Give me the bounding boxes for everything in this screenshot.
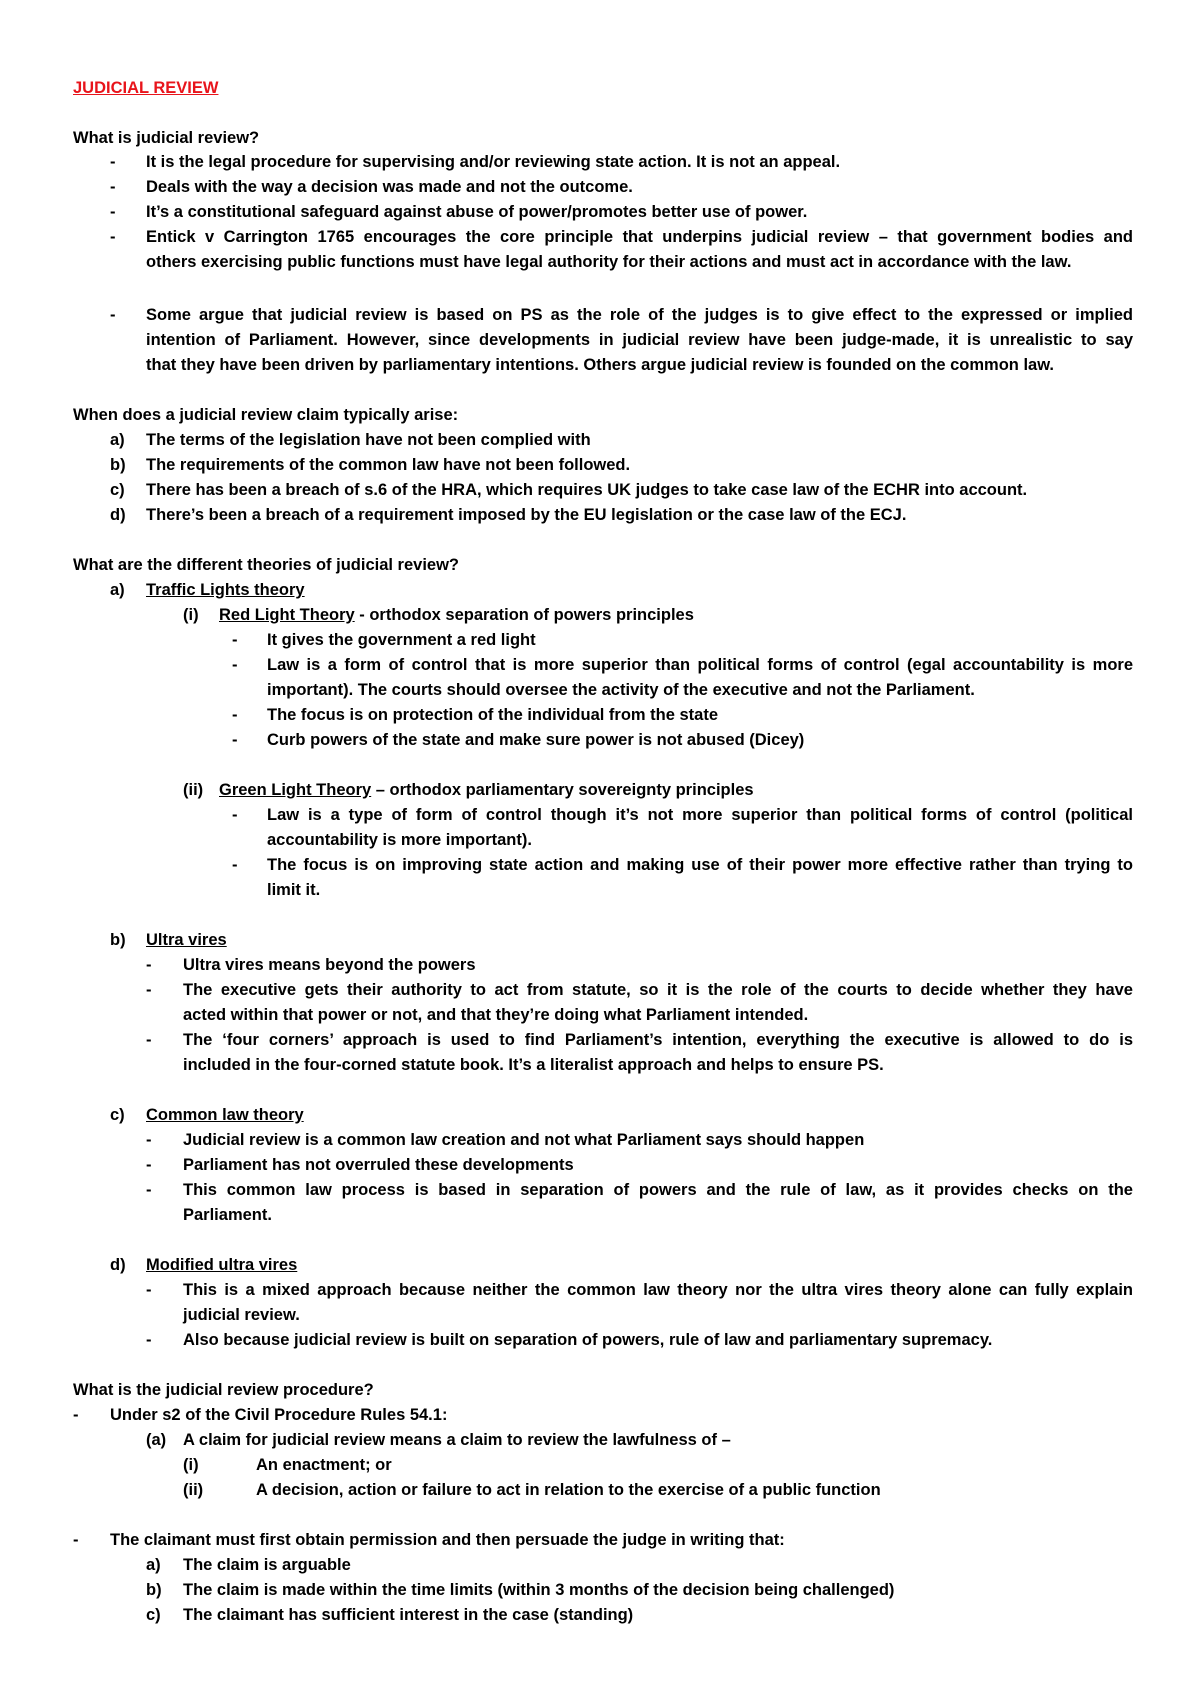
list-item: There’s been a breach of a requirement imposed by the EU legislation or the case law of the ECJ. (146, 506, 907, 524)
list-item: There has been a breach of s.6 of the HRA, which requires UK judges to take case law of the ECHR into account. (146, 481, 1028, 499)
list-marker: (ii) (183, 781, 204, 799)
list-item: The claim is made within the time limits (within 3 months of the decision being challenged) (183, 1581, 895, 1599)
section-heading: What is the judicial review procedure? (73, 1381, 374, 1399)
list-item-line: The focus is on improving state action and making use of their power more effective rather than trying to (267, 856, 1133, 874)
list-marker: c) (146, 1606, 161, 1624)
list-item-line: Parliament. (183, 1206, 272, 1224)
bullet-dash: - (232, 856, 238, 874)
bullet-dash: - (110, 178, 116, 196)
list-item: The requirements of the common law have not been followed. (146, 456, 631, 474)
list-item-line: limit it. (267, 881, 321, 899)
list-marker: a) (110, 431, 125, 449)
green-light-title: Green Light Theory (219, 781, 372, 799)
list-item-line: important). The courts should oversee the activity of the executive and not the Parliament. (267, 681, 975, 699)
list-item: Deals with the way a decision was made and not the outcome. (146, 178, 633, 196)
list-marker: d) (110, 1256, 126, 1274)
list-item-line: others exercising public functions must have legal authority for their actions and must act in accordance with the law. (146, 253, 1072, 271)
subheading-common-law: Common law theory (146, 1106, 304, 1124)
list-marker: b) (110, 931, 126, 949)
list-item-line: Entick v Carrington 1765 encourages the core principle that underpins judicial review – that government bodies and (146, 228, 1133, 246)
bullet-dash: - (146, 1331, 152, 1349)
list-item-line: included in the four-corned statute book. It’s a literalist approach and helps to ensure PS. (183, 1056, 884, 1074)
red-light-desc: - orthodox separation of powers principles (354, 606, 694, 624)
bullet-dash: - (73, 1406, 79, 1424)
bullet-dash: - (146, 956, 152, 974)
list-marker: a) (110, 581, 125, 599)
list-item: An enactment; or (256, 1456, 392, 1474)
list-marker: b) (146, 1581, 162, 1599)
list-item: Parliament has not overruled these developments (183, 1156, 574, 1174)
red-light-title: Red Light Theory (219, 606, 355, 624)
list-marker: (a) (146, 1431, 167, 1449)
bullet-dash: - (232, 806, 238, 824)
bullet-dash: - (232, 631, 238, 649)
bullet-dash: - (110, 306, 116, 324)
subheading-ultra-vires: Ultra vires (146, 931, 227, 949)
bullet-dash: - (110, 203, 116, 221)
list-item: Also because judicial review is built on separation of powers, rule of law and parliamentary supremacy. (183, 1331, 993, 1349)
list-item-line: judicial review. (183, 1306, 300, 1324)
list-marker: c) (110, 1106, 125, 1124)
bullet-dash: - (146, 1131, 152, 1149)
list-item: A decision, action or failure to act in relation to the exercise of a public function (256, 1481, 881, 1499)
list-item: Curb powers of the state and make sure power is not abused (Dicey) (267, 731, 805, 749)
list-item: Judicial review is a common law creation and not what Parliament says should happen (183, 1131, 865, 1149)
bullet-dash: - (232, 706, 238, 724)
list-item-line: intention of Parliament. However, since developments in judicial review have been judge-made, it is unrealistic to say (146, 331, 1133, 349)
list-marker: d) (110, 506, 126, 524)
bullet-dash: - (146, 981, 152, 999)
page-title: JUDICIAL REVIEW (73, 79, 219, 97)
bullet-dash: - (73, 1531, 79, 1549)
bullet-dash: - (146, 1156, 152, 1174)
list-marker: (ii) (183, 1481, 204, 1499)
list-item: The focus is on protection of the individual from the state (267, 706, 719, 724)
list-marker: (i) (183, 1456, 199, 1474)
subheading-traffic-lights: Traffic Lights theory (146, 581, 305, 599)
list-item-line: This is a mixed approach because neither the common law theory nor the ultra vires theory alone can fully explain (183, 1281, 1133, 1299)
subheading-modified-ultra-vires: Modified ultra vires (146, 1256, 298, 1274)
bullet-dash: - (146, 1281, 152, 1299)
list-item-line: that they have been driven by parliamentary intentions. Others argue judicial review is founded on the common law. (146, 356, 1055, 374)
bullet-dash: - (110, 153, 116, 171)
subheading-red-light (219, 603, 694, 627)
bullet-dash: - (146, 1031, 152, 1049)
green-light-desc: – orthodox parliamentary sovereignty principles (371, 781, 754, 799)
list-item-line: The ‘four corners’ approach is used to find Parliament’s intention, everything the executive is allowed to do is (183, 1031, 1133, 1049)
list-item-line: Law is a type of form of control though it’s not more superior than political forms of control (political (267, 806, 1133, 824)
bullet-dash: - (232, 656, 238, 674)
section-heading: What is judicial review? (73, 129, 260, 147)
section-heading: When does a judicial review claim typically arise: (73, 406, 459, 424)
list-item-line: This common law process is based in separation of powers and the rule of law, as it provides checks on the (183, 1181, 1133, 1199)
list-item: It’s a constitutional safeguard against abuse of power/promotes better use of power. (146, 203, 808, 221)
subheading-green-light (219, 778, 754, 802)
list-marker: a) (146, 1556, 161, 1574)
list-marker: (i) (183, 606, 199, 624)
list-item: Ultra vires means beyond the powers (183, 956, 476, 974)
list-item: It gives the government a red light (267, 631, 536, 649)
section-heading: What are the different theories of judicial review? (73, 556, 459, 574)
bullet-dash: - (110, 228, 116, 246)
list-item: Under s2 of the Civil Procedure Rules 54.1: (110, 1406, 448, 1424)
list-item: The claimant has sufficient interest in the case (standing) (183, 1606, 634, 1624)
list-item-line: accountability is more important). (267, 831, 532, 849)
list-item-line: Some argue that judicial review is based on PS as the role of the judges is to give effect to the expressed or implied (146, 306, 1133, 324)
bullet-dash: - (146, 1181, 152, 1199)
list-marker: b) (110, 456, 126, 474)
list-item: The claim is arguable (183, 1556, 351, 1574)
bullet-dash: - (232, 731, 238, 749)
list-item: The terms of the legislation have not been complied with (146, 431, 591, 449)
list-marker: c) (110, 481, 125, 499)
list-item-line: The executive gets their authority to act from statute, so it is the role of the courts to decide whether they have (183, 981, 1133, 999)
list-item: The claimant must first obtain permission and then persuade the judge in writing that: (110, 1531, 785, 1549)
list-item: A claim for judicial review means a claim to review the lawfulness of – (183, 1431, 731, 1449)
list-item: It is the legal procedure for supervising and/or reviewing state action. It is not an appeal. (146, 153, 841, 171)
list-item-line: Law is a form of control that is more superior than political forms of control (egal accountability is more (267, 656, 1133, 674)
list-item-line: acted within that power or not, and that they’re doing what Parliament intended. (183, 1006, 809, 1024)
